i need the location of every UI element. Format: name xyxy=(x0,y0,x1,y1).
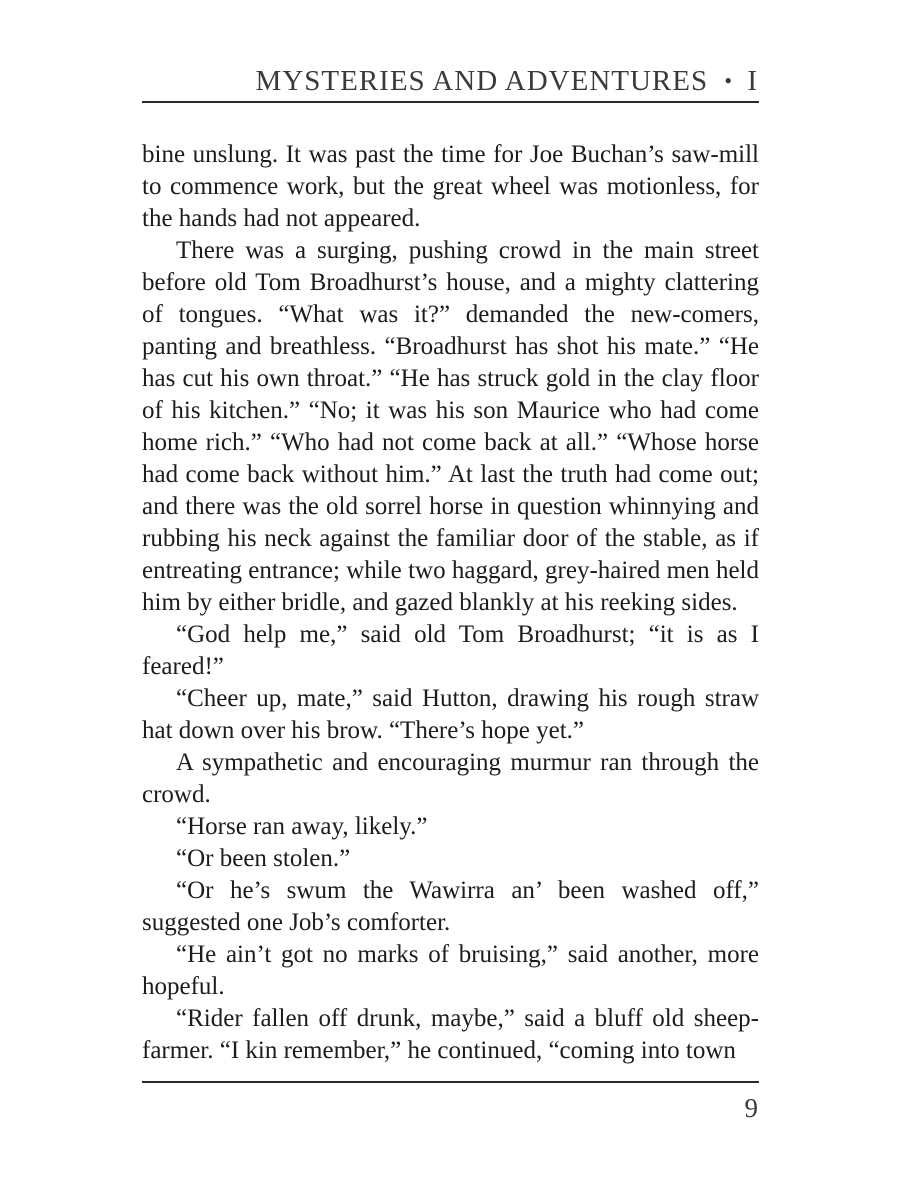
paragraph: “Horse ran away, likely.” xyxy=(176,813,428,840)
paragraph: “Rider fallen off drunk, maybe,” said a bluff old sheep-farmer. “I kin remember,” he continued, “coming into town xyxy=(142,1005,759,1064)
header-title: MYSTERIES AND ADVENTURES xyxy=(255,65,709,97)
header-rule xyxy=(142,101,759,103)
running-header xyxy=(142,62,758,100)
header-separator: • xyxy=(724,68,734,93)
paragraph: “Cheer up, mate,” said Hutton, drawing his rough straw hat down over his brow. “There’s hope yet.” xyxy=(142,685,759,744)
footer-rule xyxy=(142,1081,759,1083)
paragraph: “He ain’t got no marks of bruising,” said another, more hopeful. xyxy=(142,941,759,1000)
body-text xyxy=(142,139,759,1067)
page-number: 9 xyxy=(744,1093,758,1123)
paragraph: There was a surging, pushing crowd in the main street before old Tom Broadhurst’s house, and a mighty clattering of tongues. “What was it?” demanded the new-comers, panting and breathless. “Broadhurst has shot his mate.” “He has cut his own throat.” “He has struck gold in the clay floor of his kitchen.” “No; it was his son Maurice who had come home rich.” “Who had not come back at all.” “Whose horse had come back without him.” At last the truth had come out; and there was the old sorrel horse in question whinnying and rubbing his neck against the familiar door of the stable, as if entreating entrance; while two haggard, grey-haired men held him by either bridle, and gazed blankly at his reeking sides. xyxy=(142,237,759,616)
header-volume: I xyxy=(747,65,758,97)
paragraph: bine unslung. It was past the time for Joe Buchan’s saw-mill to commence work, but the great wheel was motionless, for the hands had not appeared. xyxy=(142,141,759,232)
paragraph: A sympathetic and encouraging murmur ran through the crowd. xyxy=(142,749,759,808)
paragraph: “Or he’s swum the Wawirra an’ been washed off,” suggested one Job’s comforter. xyxy=(142,877,759,936)
paragraph: “Or been stolen.” xyxy=(176,845,351,872)
paragraph: “God help me,” said old Tom Broadhurst; “it is as I feared!” xyxy=(142,621,759,680)
